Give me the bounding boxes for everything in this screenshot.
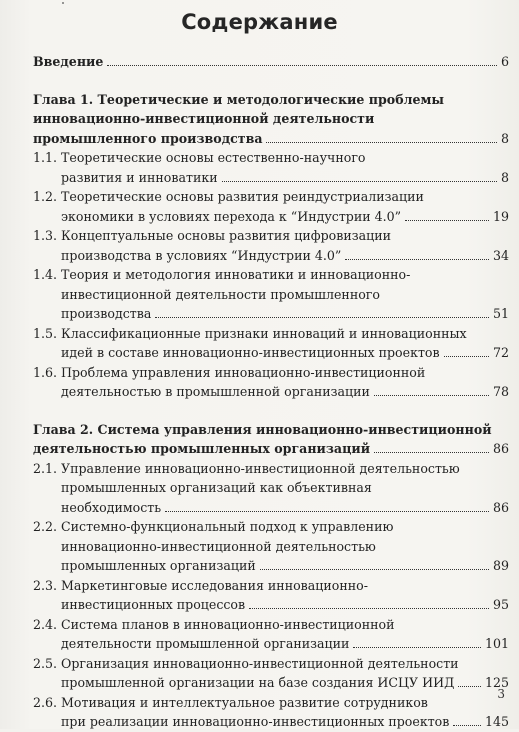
section-number: 2.5.	[33, 655, 58, 671]
leader-dots	[458, 685, 481, 687]
toc-page-number: 95	[492, 597, 509, 612]
toc-entry-2-2[interactable]	[33, 517, 509, 576]
page-number: 3	[497, 687, 505, 701]
toc-entry-title-cont: деятельностью в промышленной организации	[61, 384, 370, 399]
toc-entry-1-1[interactable]	[33, 148, 509, 187]
toc-page-number: 78	[492, 384, 509, 399]
table-of-contents	[33, 52, 509, 732]
toc-entry-title-cont: деятельностью промышленных организаций	[33, 441, 371, 456]
toc-entry-title-cont: экономики в условиях перехода к “Индустрии 4.0”	[61, 208, 402, 224]
toc-entry-title: Классификационные признаки инноваций и инновационных	[61, 325, 467, 341]
toc-entry-title-cont: промышленного производства	[33, 130, 263, 146]
toc-entry-title: Маркетинговые исследования инновационно-	[61, 577, 368, 593]
section-number: 2.3.	[33, 577, 58, 593]
toc-entry-2-1[interactable]	[33, 459, 509, 518]
leader-dots	[155, 316, 489, 318]
toc-entry-title: Мотивация и интеллектуальное развитие сотрудников	[61, 694, 428, 710]
toc-entry-title: Концептуальные основы развития цифровизации	[61, 228, 391, 243]
leader-dots	[107, 64, 497, 66]
toc-entry-title-cont: инвестиционных процессов	[61, 597, 246, 612]
toc-page-number: 8	[500, 169, 509, 185]
section-number: 1.2.	[33, 189, 58, 204]
leader-dots	[353, 646, 481, 648]
toc-entry-title-cont: деятельности промышленной организации	[61, 636, 350, 651]
section-number: 2.6.	[33, 694, 58, 710]
toc-entry-2-5[interactable]	[33, 654, 509, 693]
toc-entry-title-cont: промышленных организаций как объективная	[61, 480, 372, 495]
toc-page-number: 89	[492, 558, 509, 573]
leader-dots	[249, 607, 489, 609]
toc-entry-title-cont: инвестиционной деятельности промышленного	[61, 286, 380, 302]
toc-entry-intro[interactable]	[33, 52, 509, 72]
toc-entry-title-cont: производства в условиях “Индустрии 4.0”	[61, 247, 342, 263]
toc-entry-title: Организация инновационно-инвестиционной деятельности	[61, 655, 459, 671]
toc-page-number: 101	[484, 636, 509, 651]
toc-entry-1-5[interactable]	[33, 324, 509, 363]
section-number: 1.4.	[33, 267, 58, 282]
toc-entry-1-4[interactable]	[33, 265, 509, 324]
toc-entry-title-cont: инновационно-инвестиционной деятельности	[33, 111, 375, 126]
toc-entry-title: Теоретические основы развития реиндустриализации	[61, 189, 424, 204]
leader-dots	[260, 568, 489, 570]
toc-page-number: 8	[500, 130, 509, 146]
toc-entry-title-cont: промышленных организаций	[61, 558, 256, 573]
paper-speck	[62, 2, 64, 4]
toc-page-number: 51	[492, 306, 509, 321]
toc-entry-title: Проблема управления инновационно-инвестиционной	[61, 364, 426, 380]
section-number: 2.1.	[33, 460, 58, 476]
toc-entry-title-cont: при реализации инновационно-инвестиционных проектов	[61, 714, 450, 729]
toc-entry-title: Система планов в инновационно-инвестиционной	[61, 616, 395, 632]
toc-page-number: 34	[492, 247, 509, 263]
toc-entry-1-2[interactable]	[33, 187, 509, 226]
toc-entry-title: Управление инновационно-инвестиционной деятельностью	[61, 460, 460, 476]
toc-entry-title: Теоретические основы естественно-научного	[61, 150, 366, 165]
section-number: 2.2.	[33, 519, 58, 534]
toc-entry-title-cont: инновационно-инвестиционной деятельностью	[61, 538, 376, 554]
leader-dots	[222, 180, 497, 182]
leader-dots	[345, 258, 489, 260]
toc-entry-title-cont: идей в составе инновационно-инвестиционных проектов	[61, 345, 440, 360]
leader-dots	[165, 510, 489, 512]
leader-dots	[266, 141, 497, 143]
toc-page-number: 86	[492, 441, 509, 456]
page-title: Содержание	[181, 10, 338, 34]
section-number: 1.6.	[33, 364, 58, 380]
toc-entry-title: Системно-функциональный подход к управлению	[61, 519, 394, 534]
leader-dots	[444, 355, 489, 357]
section-number: 1.5.	[33, 325, 58, 341]
toc-entry-2-6[interactable]	[33, 693, 509, 732]
toc-entry-title-cont: производства	[61, 306, 152, 321]
toc-entry-title: Теория и методология инноватики и инновационно-	[61, 267, 411, 282]
toc-page-number: 6	[500, 54, 509, 69]
toc-page-number: 125	[484, 675, 509, 690]
toc-entry-title: Введение	[33, 54, 104, 69]
toc-page-number: 86	[492, 499, 509, 515]
toc-entry-title-cont: развития и инноватики	[61, 169, 218, 185]
toc-entry-2-4[interactable]	[33, 615, 509, 654]
toc-entry-1-6[interactable]	[33, 363, 509, 402]
toc-entry-chapter-1[interactable]	[33, 90, 509, 149]
toc-entry-title: Глава 2. Система управления инновационно-инвестиционной	[33, 421, 492, 437]
toc-entry-title: Глава 1. Теоретические и методологические проблемы	[33, 91, 445, 107]
section-number: 1.1.	[33, 150, 58, 165]
leader-dots	[374, 451, 489, 453]
toc-page-number: 145	[484, 714, 509, 729]
toc-entry-1-3[interactable]	[33, 226, 509, 265]
toc-entry-chapter-2[interactable]	[33, 420, 509, 459]
toc-entry-2-3[interactable]	[33, 576, 509, 615]
leader-dots	[374, 394, 489, 396]
section-number: 1.3.	[33, 228, 58, 243]
toc-page-number: 19	[492, 208, 509, 224]
leader-dots	[405, 219, 489, 221]
toc-page-number: 72	[492, 345, 509, 360]
toc-entry-title-cont: промышленной организации на базе создания ИСЦУ ИИД	[61, 675, 455, 690]
leader-dots	[453, 724, 481, 726]
toc-entry-title-cont: необходимость	[61, 499, 162, 515]
section-number: 2.4.	[33, 616, 58, 632]
